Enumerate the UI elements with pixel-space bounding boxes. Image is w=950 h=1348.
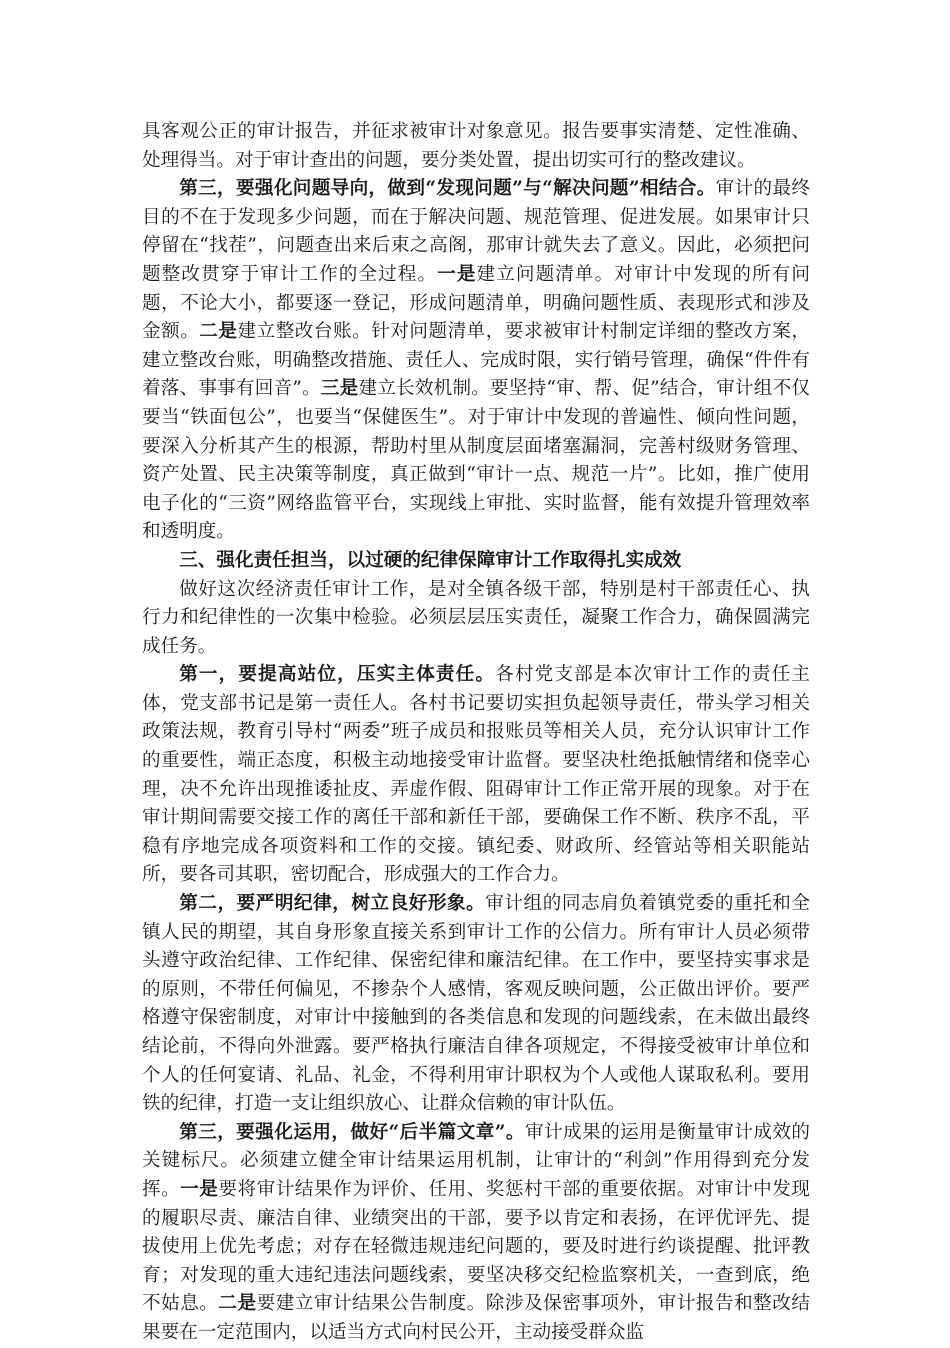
keyword-one: 一是 [437,263,477,285]
keyword-two: 二是 [199,321,238,343]
paragraph-text: 审计成果的运用是衡量审计成效的关键标尺。必须建立健全审计结果运用机制，让审计的“利剑”作用得到充分发挥。 [142,1121,810,1200]
keyword-one: 一是 [180,1178,219,1200]
paragraph-discipline [142,890,810,1119]
paragraph-problem-orientation [142,175,810,547]
paragraph-result-application [142,1119,810,1348]
paragraph-text: 建立整改台账。针对问题清单，要求被审计村制定详细的整改方案，建立整改台账，明确整改措施、责任人、完成时限，实行销号管理，确保“件件有着落、事事有回音”。 [142,321,810,400]
paragraph-text: 具客观公正的审计报告，并征求被审计对象意见。报告要事实清楚、定性准确、处理得当。对于审计查出的问题，要分类处置，提出切实可行的整改建议。 [142,121,810,171]
paragraph-text: 要将审计结果作为评价、任用、奖惩村干部的重要依据。对审计中发现的履职尽责、廉洁自律、业绩突出的干部，要予以肯定和表扬，在评优评先、提拔使用上优先考虑；对存在轻微违规违纪问题的，要及时进行约谈提醒、批评教育；对发现的重大违纪违法问题线索，要坚决移交纪检监察机关，一查到底，绝不姑息。 [142,1178,810,1315]
paragraph-main-responsibility [142,661,810,890]
paragraph-continuation [142,118,810,175]
paragraph-lead: 第三，要强化问题导向，做到“发现问题”与“解决问题”相结合。 [179,178,716,200]
paragraph-section-intro [142,576,810,662]
paragraph-lead: 第二，要严明纪律，树立良好形象。 [179,893,486,915]
document-page [142,118,810,1348]
paragraph-text: 审计组的同志肩负着镇党委的重托和全镇人民的期望，其自身形象直接关系到审计工作的公信力。所有审计人员必须带头遵守政治纪律、工作纪律、保密纪律和廉洁纪律。在工作中，要坚持实事求是的原则，不带任何偏见，不掺杂个人感情，客观反映问题，公正做出评价。要严格遵守保密制度，对审计中接触到的各类信息和发现的问题线索，在未做出最终结论前，不得向外泄露。要严格执行廉洁自律各项规定，不得接受被审计单位和个人的任何宴请、礼品、礼金，不得利用审计职权为个人或他人谋取私利。要用铁的纪律，打造一支让组织放心、让群众信赖的审计队伍。 [142,893,810,1115]
paragraph-text: 要建立审计结果公告制度。除涉及保密事项外，审计报告和整改结果要在一定范围内，以适当方式向村民公开，主动接受群众监 [142,1293,810,1343]
paragraph-text: 建立问题清单。对审计中发现的所有问题，不论大小，都要逐一登记，形成问题清单，明确问题性质、表现形式和涉及金额。 [142,263,810,343]
keyword-three: 三是 [320,378,359,400]
section-heading-three: 三、强化责任担当，以过硬的纪律保障审计工作取得扎实成效 [179,549,682,571]
paragraph-text: 建立长效机制。要坚持“审、帮、促”结合，审计组不仅要当“铁面包公”，也要当“保健医生”。对于审计中发现的普遍性、倾向性问题，要深入分析其产生的根源，帮助村里从制度层面堵塞漏洞，完善村级财务管理、资产处置、民主决策等制度，真正做到“审计一点、规范一片”。比如，推广使用电子化的“三资”网络监管平台，实现线上审批、实时监督，能有效提升管理效率和透明度。 [142,378,810,543]
paragraph-lead: 第一，要提高站位，压实主体责任。 [179,664,496,686]
paragraph-text: 各村党支部是本次审计工作的责任主体，党支部书记是第一责任人。各村书记要切实担负起领导责任，带头学习相关政策法规，教育引导村“两委”班子成员和报账员等相关人员，充分认识审计工作的重要性，端正态度，积极主动地接受审计监督。要坚决杜绝抵触情绪和侥幸心理，决不允许出现推诿扯皮、弄虚作假、阻碍审计工作正常开展的现象。对于在审计期间需要交接工作的离任干部和新任干部，要确保工作不断、秩序不乱，平稳有序地完成各项资料和工作的交接。镇纪委、财政所、经管站等相关职能站所，要各司其职，密切配合，形成强大的工作合力。 [142,664,810,886]
paragraph-lead: 第三，要强化运用，做好“后半篇文章”。 [179,1121,525,1143]
keyword-two: 二是 [218,1293,257,1315]
paragraph-text: 审计的最终目的不在于发现多少问题，而在于解决问题、规范管理、促进发展。如果审计只停留在“找茬”，问题查出来后束之高阁，那审计就失去了意义。因此，必须把问题整改贯穿于审计工作的全过程。 [142,178,810,285]
paragraph-text: 做好这次经济责任审计工作，是对全镇各级干部，特别是村干部责任心、执行力和纪律性的一次集中检验。必须层层压实责任，凝聚工作合力，确保圆满完成任务。 [142,578,810,657]
